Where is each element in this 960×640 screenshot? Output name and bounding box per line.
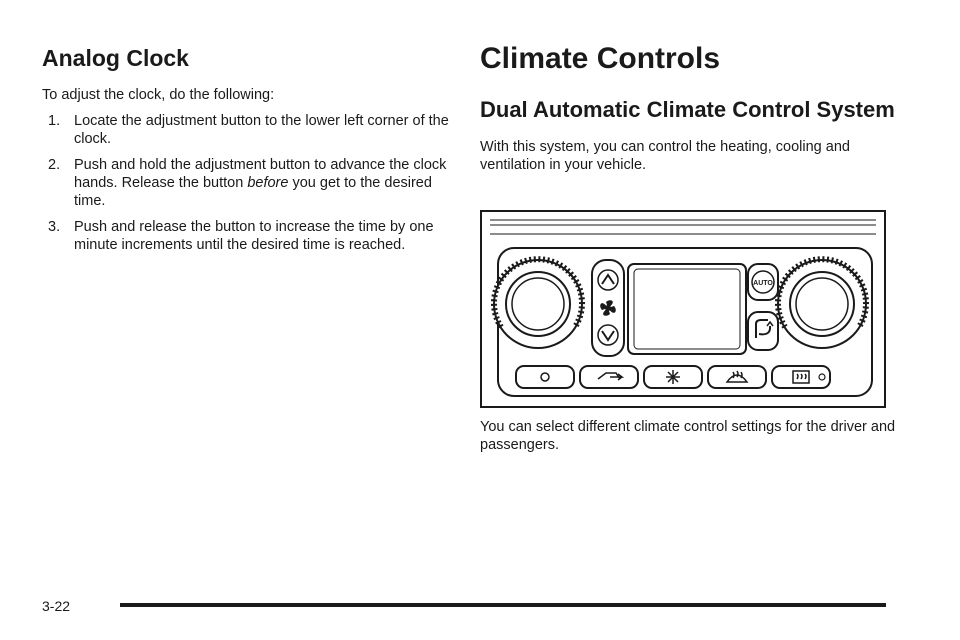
bottom-button-row [516, 366, 830, 388]
climate-panel-svg [482, 212, 884, 406]
clock-step-3 [42, 218, 452, 254]
analog-clock-heading: Analog Clock [42, 45, 189, 71]
right-temperature-knob [778, 259, 866, 348]
clock-steps-list [42, 112, 452, 254]
climate-controls-heading: Climate Controls [480, 42, 721, 75]
front-defrost-button [708, 366, 766, 388]
analog-clock-intro: To adjust the clock, do the following: [42, 87, 275, 103]
footer-rule [120, 603, 886, 607]
climate-settings-text: You can select different climate control settings for the driver and passengers. [480, 419, 896, 453]
climate-intro: With this system, you can control the heating, cooling and ventilation in your vehicle. [480, 139, 850, 173]
page-number: 3-22 [42, 598, 71, 614]
auto-label: AUTO [753, 280, 773, 287]
step-text-post: you get to the desired time. [74, 175, 432, 209]
rear-defrost-button [772, 366, 830, 388]
step-number: 2. [48, 157, 61, 173]
step-text-pre: Push and hold the adjustment button to advance the clock hands. Release the button [74, 157, 447, 191]
climate-after-figure [480, 418, 900, 462]
step-number: 3. [48, 219, 61, 235]
up-arrow-icon [598, 270, 618, 290]
clock-step-2 [42, 156, 452, 210]
power-button [516, 366, 574, 388]
ac-icon [666, 370, 680, 384]
analog-clock-section [42, 44, 452, 262]
auto-button [748, 264, 778, 300]
step-text: Push and release the button to increase the time by one minute increments until the desired time is reached. [74, 219, 434, 253]
step-text: Locate the adjustment button to the lower left corner of the clock. [74, 113, 449, 147]
down-arrow-icon [598, 325, 618, 345]
climate-controls-section [480, 40, 900, 182]
outside-air-button [580, 366, 638, 388]
clock-step-1 [42, 112, 452, 148]
ac-button [644, 366, 702, 388]
fan-button-group [592, 260, 624, 356]
dual-climate-subheading: Dual Automatic Climate Control System [480, 97, 895, 122]
left-temperature-knob [494, 259, 582, 348]
climate-control-panel-illustration [480, 210, 886, 408]
display-screen [628, 264, 746, 354]
step-text-emphasis: before [247, 175, 289, 191]
step-number: 1. [48, 113, 61, 129]
recirculation-button [748, 312, 778, 350]
